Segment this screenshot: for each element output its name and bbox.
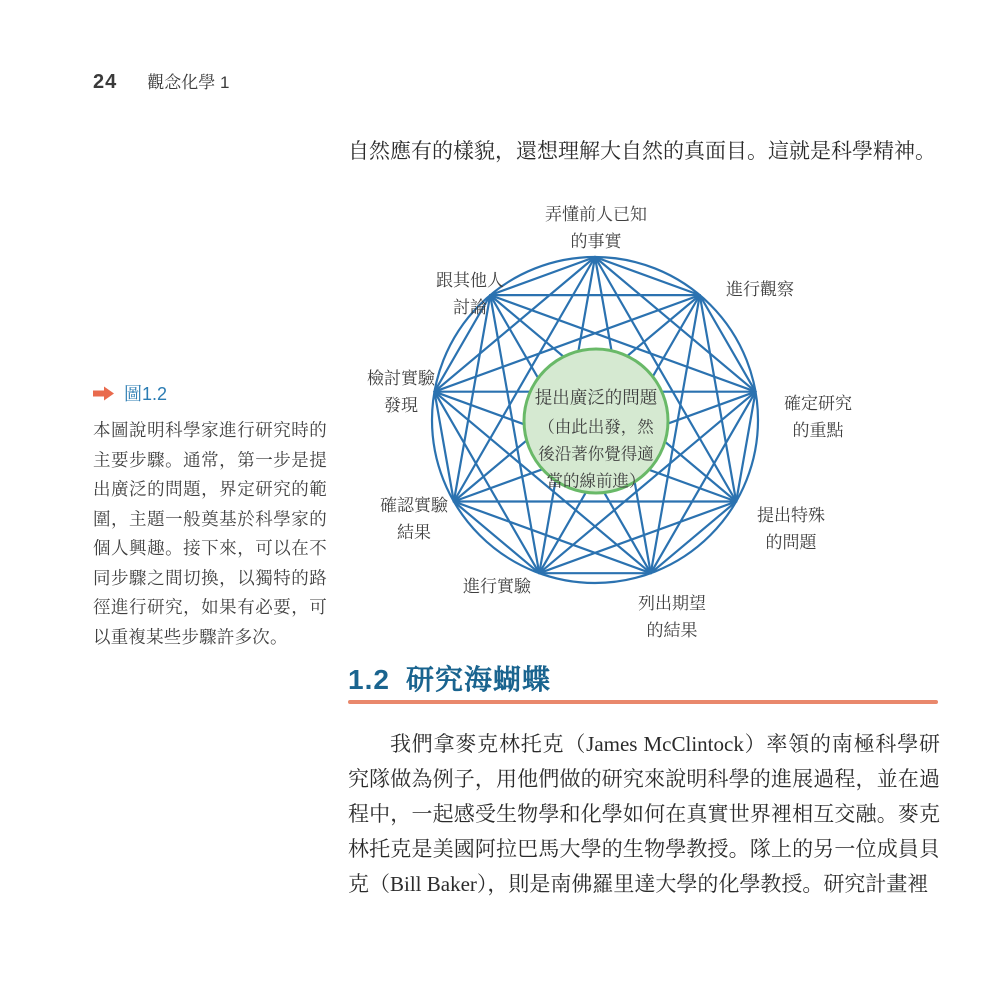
intro-paragraph: 自然應有的樣貌，還想理解大自然的真面目。這就是科學精神。 <box>348 139 936 163</box>
diagram-node-label: 弄懂前人已知 的事實 <box>545 205 647 251</box>
diagram-node-label: 確認實驗 結果 <box>380 496 448 542</box>
research-steps-diagram <box>340 195 940 657</box>
arrow-right-icon <box>93 386 114 401</box>
center-label-note-line: （由此出發，然 <box>538 418 654 437</box>
diagram-node-label: 進行觀察 <box>726 280 794 299</box>
diagram-node-label: 確定研究 的重點 <box>784 394 852 440</box>
page-number: 24 <box>93 71 118 93</box>
page-header <box>93 68 229 94</box>
diagram-node-label: 列出期望 的結果 <box>638 594 706 640</box>
figure-caption-block <box>93 380 327 652</box>
body-paragraph: 我們拿麥克林托克（James McClintock）率領的南極科學研究隊做為例子，用他們做的研究來說明科學的進展過程，並在過程中，一起感受生物學和化學如何在真實世界裡相互交融。麥克林托克是美國阿拉巴馬大學的生物學教授。隊上的另一位成員貝克（Bill Baker），則是南佛羅里達大學的化學教授。研究計畫裡 <box>348 732 940 896</box>
diagram-node-label: 提出特殊 的問題 <box>757 506 825 552</box>
figure-label-row <box>93 380 327 406</box>
center-label-title: 提出廣泛的問題 <box>534 387 658 408</box>
center-label-note-line: 當的線前進） <box>546 472 646 491</box>
diagram-node-label: 檢討實驗 發現 <box>367 369 435 415</box>
section-heading-rule <box>348 700 938 704</box>
section-number: 1.2 <box>348 664 390 695</box>
section-heading <box>348 658 938 698</box>
center-label-note-line: 後沿著你覺得適 <box>538 445 654 464</box>
diagram-node-label: 進行實驗 <box>463 577 531 596</box>
diagram-center-label <box>535 383 658 496</box>
book-title: 觀念化學 1 <box>147 73 230 92</box>
figure-caption-text: 本圖說明科學家進行研究時的主要步驟。通常，第一步是提出廣泛的問題，界定研究的範圍，主題一般奠基於科學家的個人興趣。接下來，可以在不同步驟之間切換，以獨特的路徑進行研究，如果有必要，可以重複某些步驟許多次。 <box>93 420 327 647</box>
figure-label: 圖1.2 <box>124 384 168 404</box>
diagram-node-label: 跟其他人 討論 <box>436 271 504 317</box>
section-title: 研究海蝴蝶 <box>405 664 551 695</box>
